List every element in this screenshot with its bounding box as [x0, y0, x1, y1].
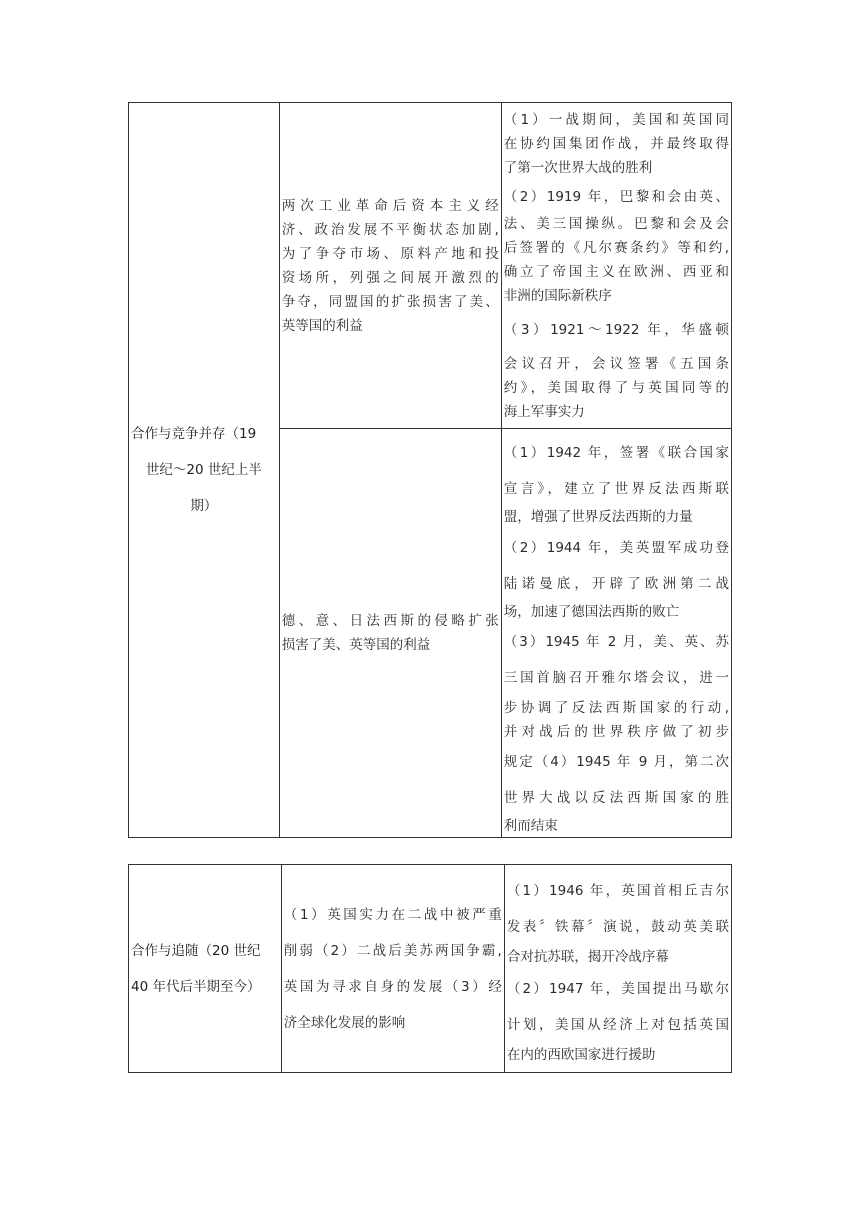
event-line: 确立了帝国主义在欧洲、西亚和 [503, 264, 729, 280]
cause-line: 资场所，列强之间展开激烈的 [281, 269, 499, 286]
category-line: 40 年代后半期至今） [131, 978, 261, 995]
category-line: 合作与追随（20 世纪 [131, 942, 261, 959]
event-line: 了第一次世界大战的胜利 [503, 160, 653, 176]
events-cell [504, 865, 731, 1073]
event-line: （1）1942 年，签署《联合国家 [503, 445, 729, 461]
event-line: （1）1946 年，英国首相丘吉尔 [506, 883, 729, 899]
cause-line: 为了争夺市场、原料产地和投 [281, 245, 499, 262]
event-line: 盟，增强了世界反法西斯的力量 [503, 509, 693, 525]
cause-cell [281, 865, 504, 1073]
cause-line: 济、政治发展不平衡状态加剧, [281, 221, 499, 238]
event-line: 合对抗苏联，揭开冷战序幕 [506, 949, 669, 965]
event-line: 世界大战以反法西斯国家的胜 [503, 790, 729, 806]
event-line: （1）一战期间，美国和英国同 [503, 112, 729, 128]
event-line: 并对战后的世界秩序做了初步 [503, 724, 729, 740]
category-line: 世纪～20 世纪上半 [145, 461, 262, 478]
event-line: 海上军事实力 [503, 404, 585, 420]
event-line: （2）1919 年，巴黎和会由英、 [503, 189, 729, 205]
event-line: 宣言》，建立了世界反法西斯联 [503, 481, 729, 497]
cause-line: 争夺，同盟国的扩张损害了美、 [281, 293, 499, 310]
category-cell [129, 103, 280, 838]
cause-line: 损害了美、英等国的利益 [281, 636, 431, 653]
category-line: 期） [190, 497, 218, 514]
event-line: 利而结束 [503, 818, 558, 834]
cause-line: 英等国的利益 [281, 317, 363, 334]
cause-line: 削弱（2）二战后美苏两国争霸, [283, 942, 502, 959]
cause-cell [279, 103, 501, 429]
event-line: 步协调了反法西斯国家的行动, [503, 700, 729, 716]
event-line: 发表〞铁幕〞演说，鼓动英美联 [506, 919, 729, 935]
history-table-2 [128, 864, 732, 1073]
cause-line: 两次工业革命后资本主义经 [281, 197, 499, 214]
event-line: 后签署的《凡尔赛条约》等和约, [503, 240, 729, 256]
cause-line: 英国为寻求自身的发展（3）经 [283, 978, 502, 995]
category-line: 合作与竞争并存（19 [131, 425, 257, 442]
cause-line: 德、意、日法西斯的侵略扩张 [281, 612, 499, 629]
table-row [129, 865, 732, 1073]
events-cell [501, 103, 731, 429]
event-line: 场，加速了德国法西斯的败亡 [503, 603, 680, 620]
table-row [129, 103, 732, 429]
event-line: （2）1944 年，美英盟军成功登 [503, 539, 729, 556]
event-line: （2）1947 年，美国提出马歇尔 [506, 981, 729, 997]
event-line: 计划，美国从经济上对包括英国 [506, 1017, 729, 1033]
event-line: 约》，美国取得了与英国同等的 [503, 380, 729, 396]
event-line: 法、美三国操纵。巴黎和会及会 [503, 216, 729, 232]
event-line: （3）1921～1922 年，华盛顿 [503, 322, 729, 338]
event-line: 在协约国集团作战，并最终取得 [503, 136, 729, 152]
event-line: 陆诺曼底，开辟了欧洲第二战 [503, 575, 729, 592]
events-cell [501, 429, 731, 838]
event-line: 会议召开，会议签署《五国条 [503, 356, 729, 372]
event-line: 非洲的国际新秩序 [503, 288, 612, 304]
history-table-1 [128, 102, 732, 838]
event-line: 规定（4）1945 年 9 月，第二次 [503, 754, 729, 770]
cause-cell [279, 429, 501, 838]
event-line: 三国首脑召开雅尔塔会议，进一 [503, 670, 729, 686]
cause-line: （1）英国实力在二战中被严重 [283, 906, 502, 923]
event-line: 在内的西欧国家进行援助 [506, 1047, 656, 1063]
event-line: （3）1945 年 2 月，美、英、苏 [503, 634, 729, 650]
cause-line: 济全球化发展的影响 [283, 1014, 406, 1031]
category-cell [129, 865, 282, 1073]
